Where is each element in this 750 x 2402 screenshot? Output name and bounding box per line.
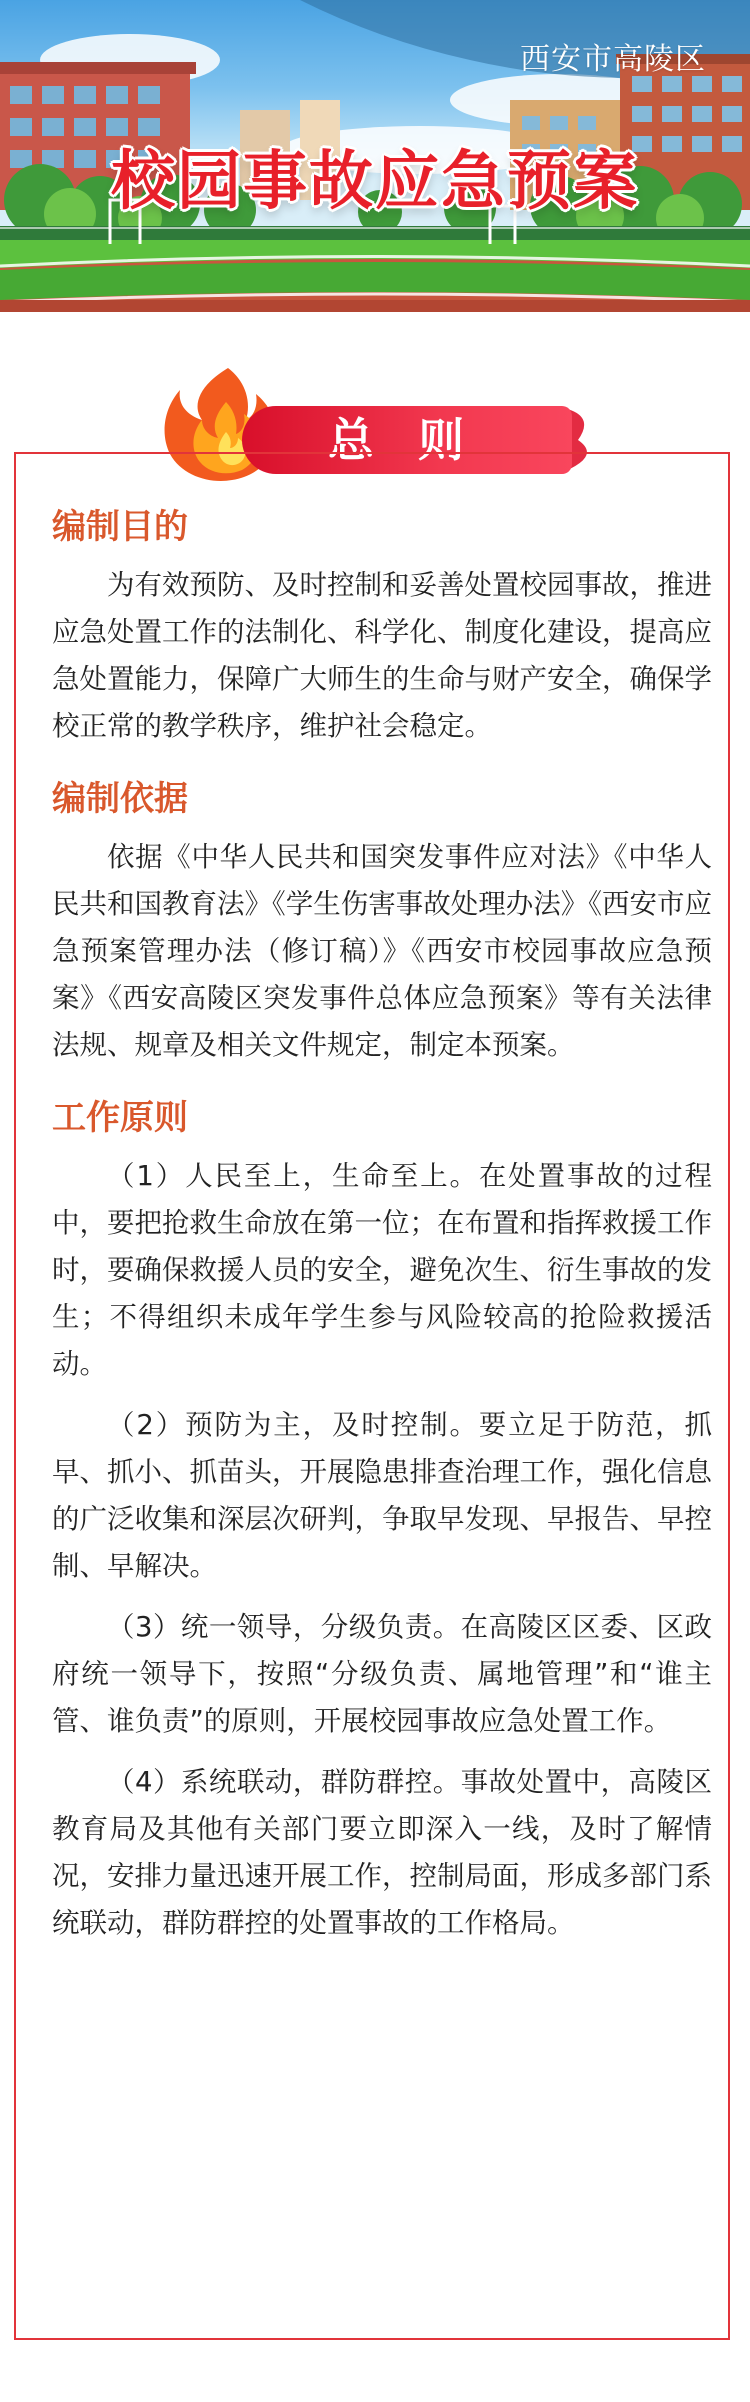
principle-item: （1）人民至上，生命至上。在处置事故的过程中，要把抢救生命放在第一位；在布置和指挥救援工作时，要确保救援人员的安全，避免次生、衍生事故的发生；不得组织未成年学生参与风险较高的抢险救援活动。 bbox=[52, 1160, 712, 1380]
header-banner bbox=[0, 0, 750, 312]
heading-basis: 编制依据 bbox=[52, 779, 188, 819]
principle-item: （2）预防为主，及时控制。要立足于防范，抓早、抓小、抓苗头，开展隐患排查治理工作，强化信息的广泛收集和深层次研判，争取早发现、早报告、早控制、早解决。 bbox=[52, 1409, 712, 1582]
principle-item: （3）统一领导，分级负责。在高陵区区委、区政府统一领导下，按照“分级负责、属地管理”和“谁主管、谁负责”的原则，开展校园事故应急处置工作。 bbox=[52, 1611, 712, 1737]
content-frame bbox=[14, 452, 730, 2340]
content-body bbox=[52, 504, 712, 1947]
principle-item: （4）系统联动，群防群控。事故处置中，高陵区教育局及其他有关部门要立即深入一线，及时了解情况，安排力量迅速开展工作，控制局面，形成多部门系统联动，群防群控的处置事故的工作格局。 bbox=[52, 1766, 712, 1939]
section-title: 总 则 bbox=[327, 413, 478, 467]
heading-purpose: 编制目的 bbox=[52, 507, 188, 547]
region-label: 西安市高陵区 bbox=[520, 42, 706, 77]
heading-principles: 工作原则 bbox=[52, 1098, 188, 1138]
paragraph-purpose: 为有效预防、及时控制和妥善处置校园事故，推进应急处置工作的法制化、科学化、制度化建设，提高应急处置能力，保障广大师生的生命与财产安全，确保学校正常的教学秩序，维护社会稳定。 bbox=[52, 569, 712, 742]
paragraph-basis: 依据《中华人民共和国突发事件应对法》《中华人民共和国教育法》《学生伤害事故处理办法》《西安市应急预案管理办法（修订稿）》《西安市校园事故应急预案》《西安高陵区突发事件总体应急预案》等有关法律法规、规章及相关文件规定，制定本预案。 bbox=[52, 841, 712, 1061]
page-title: 校园事故应急预案 bbox=[111, 145, 639, 219]
